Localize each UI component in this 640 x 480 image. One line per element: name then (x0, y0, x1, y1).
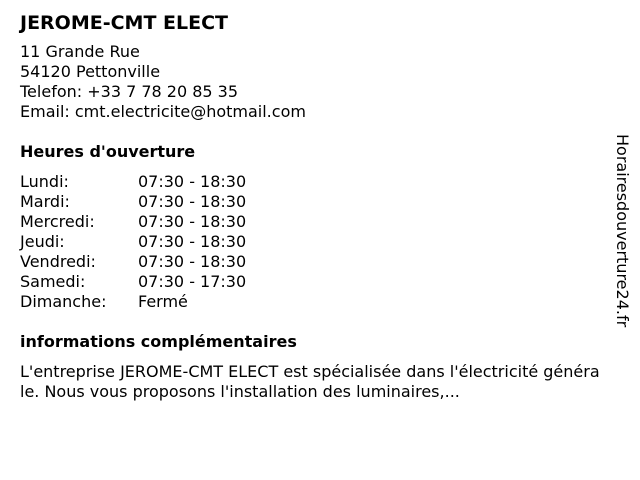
time-value: 07:30 - 17:30 (138, 272, 247, 291)
phone-number: Telefon: +33 7 78 20 85 35 (20, 82, 239, 101)
address-block (20, 42, 600, 122)
hours-row-wednesday (20, 212, 600, 232)
hours-row-monday (20, 172, 600, 192)
time-value: Fermé (138, 292, 188, 311)
day-label: Mercredi: (20, 212, 95, 231)
time-value: 07:30 - 18:30 (138, 192, 247, 211)
opening-hours-list (20, 172, 600, 312)
day-label: Mardi: (20, 192, 70, 211)
time-value: 07:30 - 18:30 (138, 172, 247, 191)
business-card (20, 10, 600, 402)
hours-row-sunday (20, 292, 600, 312)
hours-heading: Heures d'ouverture (20, 142, 196, 161)
day-label: Lundi: (20, 172, 69, 191)
time-value: 07:30 - 18:30 (138, 232, 247, 251)
email-address: Email: cmt.electricite@hotmail.com (20, 102, 306, 121)
business-name: JEROME-CMT ELECT (20, 12, 228, 34)
day-label: Samedi: (20, 272, 86, 291)
hours-row-friday (20, 252, 600, 272)
street-address: 11 Grande Rue (20, 42, 140, 61)
city-postal: 54120 Pettonville (20, 62, 161, 81)
time-value: 07:30 - 18:30 (138, 212, 247, 231)
info-description: L'entreprise JEROME-CMT ELECT est spécialisée dans l'électricité générale. Nous vous proposons l'installation des luminaires,... (20, 362, 600, 401)
day-label: Vendredi: (20, 252, 96, 271)
hours-row-tuesday (20, 192, 600, 212)
site-watermark: Horairesdouverture24.fr (613, 134, 632, 328)
time-value: 07:30 - 18:30 (138, 252, 247, 271)
info-heading: informations complémentaires (20, 332, 297, 351)
day-label: Dimanche: (20, 292, 107, 311)
hours-row-saturday (20, 272, 600, 292)
day-label: Jeudi: (20, 232, 65, 251)
hours-row-thursday (20, 232, 600, 252)
